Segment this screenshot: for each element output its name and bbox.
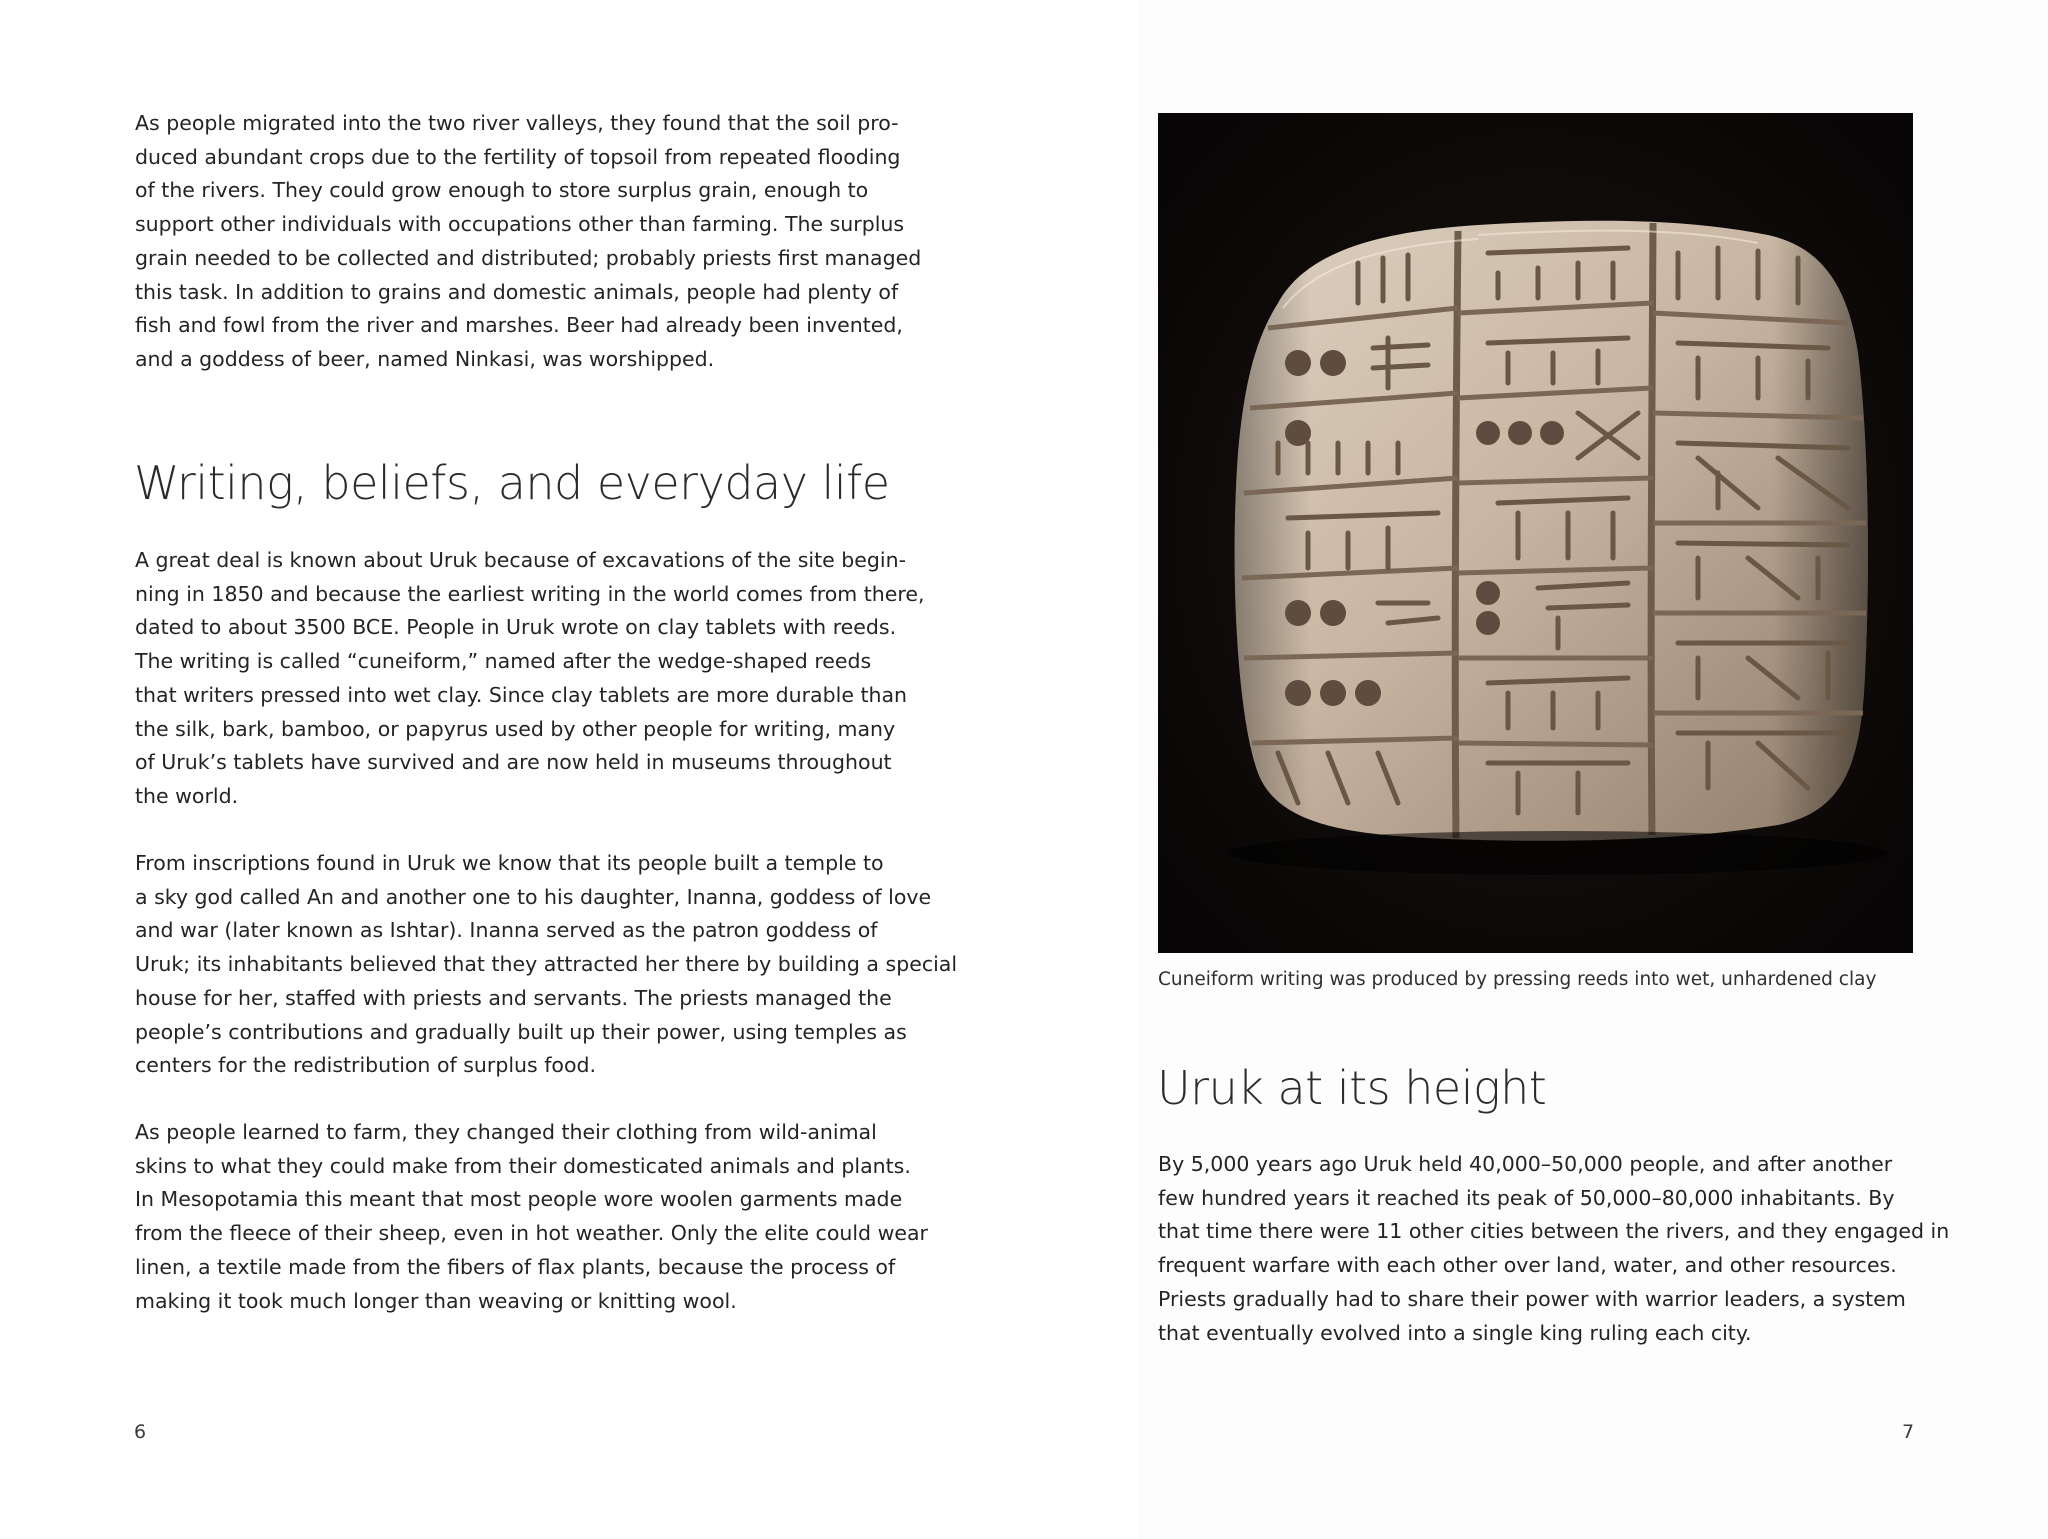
spread-fold [1138, 0, 1142, 1539]
text-line: ning in 1850 and because the earliest writing in the world comes from there, [135, 581, 925, 606]
text-line: support other individuals with occupations other than farming. The surplus [135, 212, 905, 237]
text-line: a sky god called An and another one to his daughter, Inanna, goddess of love [135, 884, 932, 909]
figure-caption: Cuneiform writing was produced by pressing reeds into wet, unhardened clay [1158, 969, 1877, 990]
clay-tablet-icon [1158, 113, 1913, 953]
cuneiform-tablet-photo [1158, 113, 1913, 953]
text-line: A great deal is known about Uruk because of excavations of the site begin- [135, 548, 906, 572]
text-line: grain needed to be collected and distributed; probably priests first managed [135, 245, 922, 270]
text-line: In Mesopotamia this meant that most people wore woolen garments made [135, 1187, 903, 1212]
clothing-paragraph [135, 1116, 928, 1318]
text-line: of Uruk’s tablets have survived and are now held in museums throughout [135, 750, 892, 775]
text-line: this task. In addition to grains and domestic animals, people had plenty of [135, 279, 899, 304]
text-line: the silk, bark, bamboo, or papyrus used by other people for writing, many [135, 716, 896, 741]
text-line: Uruk; its inhabitants believed that they attracted her there by building a special [135, 952, 958, 977]
beliefs-paragraph [135, 847, 958, 1083]
text-line: and a goddess of beer, named Ninkasi, was worshipped. [135, 346, 715, 371]
text-line: By 5,000 years ago Uruk held 40,000–50,000 people, and after another [1158, 1152, 1893, 1176]
text-line: and war (later known as Ishtar). Inanna served as the patron goddess of [135, 918, 878, 943]
text-line: skins to what they could make from their domesticated animals and plants. [135, 1153, 911, 1178]
section-heading-uruk-height: Uruk at its height [1157, 1061, 1547, 1115]
page-number-left: 6 [134, 1421, 147, 1443]
text-line: The writing is called “cuneiform,” named after the wedge-shaped reeds [135, 649, 872, 674]
text-line: the world. [135, 783, 239, 808]
text-line: that eventually evolved into a single king ruling each city. [1158, 1320, 1752, 1345]
writing-paragraph [135, 544, 925, 814]
text-line: that time there were 11 other cities between the rivers, and they engaged in [1158, 1219, 1950, 1244]
text-line: few hundred years it reached its peak of 50,000–80,000 inhabitants. By [1158, 1185, 1895, 1210]
text-line: that writers pressed into wet clay. Since clay tablets are more durable than [135, 682, 908, 707]
text-line: of the rivers. They could grow enough to store surplus grain, enough to [135, 178, 869, 203]
text-line: From inscriptions found in Uruk we know that its people built a temple to [135, 851, 884, 875]
text-line: As people learned to farm, they changed their clothing from wild-animal [135, 1120, 877, 1144]
text-line: Priests gradually had to share their power with warrior leaders, a system [1158, 1286, 1906, 1311]
text-line: dated to about 3500 BCE. People in Uruk wrote on clay tablets with reeds. [135, 615, 897, 640]
section-heading-writing: Writing, beliefs, and everyday life [134, 456, 890, 510]
text-line: duced abundant crops due to the fertility of topsoil from repeated flooding [135, 144, 901, 169]
text-line: frequent warfare with each other over land, water, and other resources. [1158, 1253, 1897, 1278]
text-line: house for her, staffed with priests and servants. The priests managed the [135, 985, 892, 1010]
text-line: centers for the redistribution of surplus food. [135, 1053, 597, 1078]
text-line: fish and fowl from the river and marshes. Beer had already been invented, [135, 313, 903, 338]
intro-paragraph [135, 107, 922, 377]
text-line: As people migrated into the two river valleys, they found that the soil pro- [135, 111, 899, 135]
height-paragraph [1158, 1148, 1950, 1350]
text-line: linen, a textile made from the fibers of flax plants, because the process of [135, 1254, 896, 1279]
text-line: from the fleece of their sheep, even in hot weather. Only the elite could wear [135, 1221, 928, 1246]
page-number-right: 7 [1902, 1421, 1915, 1443]
text-line: people’s contributions and gradually built up their power, using temples as [135, 1019, 907, 1044]
text-line: making it took much longer than weaving or knitting wool. [135, 1288, 737, 1313]
